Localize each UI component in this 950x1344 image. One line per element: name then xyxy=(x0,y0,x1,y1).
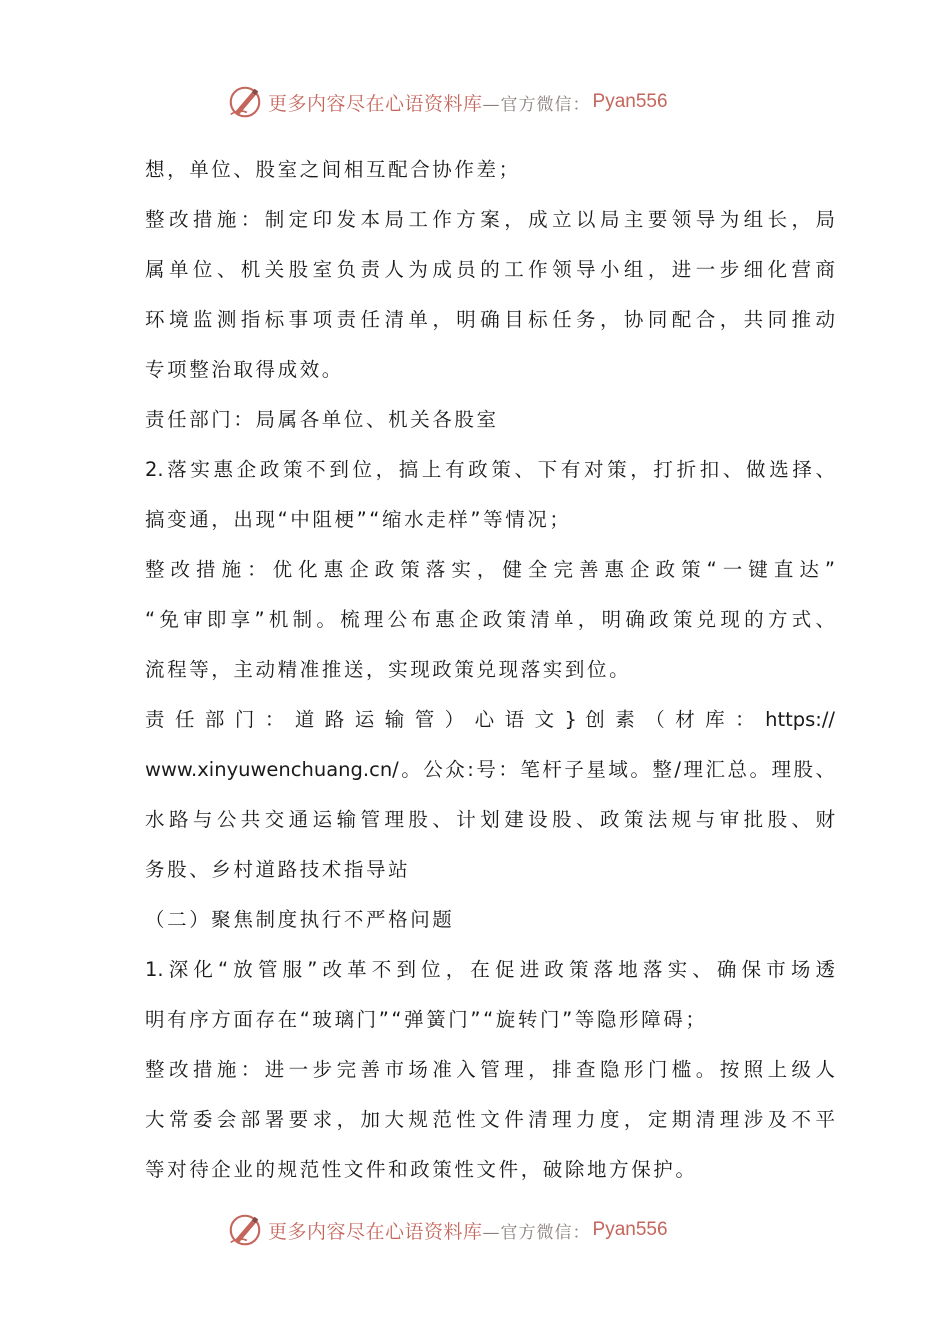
banner-wechat-id: Pyan556 xyxy=(592,1219,668,1240)
text-line: 整改措施：优化惠企政策落实，健全完善惠企政策“一键直达” xyxy=(145,558,835,581)
text-line: 1.深化“放管服”改革不到位，在促进政策落地落实、确保市场透 xyxy=(145,958,835,981)
text-line: 想，单位、股室之间相互配合协作差； xyxy=(145,158,521,181)
pen-logo-icon xyxy=(226,1211,264,1249)
text-line: 搞变通，出现“中阻梗”“缩水走样”等情况； xyxy=(145,508,572,531)
banner-dash-text: —官方微信： xyxy=(482,94,591,115)
text-line: 整改措施：制定印发本局工作方案，成立以局主要领导为组长，局 xyxy=(145,208,835,231)
text-line: 等对待企业的规范性文件和政策性文件，破除地方保护。 xyxy=(145,1158,698,1181)
text-line: 专项整治取得成效。 xyxy=(145,358,344,381)
section-heading: （二）聚焦制度执行不严格问题 xyxy=(145,908,455,931)
text-line: www.xinyuwenchuang.cn/。公众:号：笔杆子星域。整/理汇总。理股、 xyxy=(145,758,835,781)
text-line: 整改措施：进一步完善市场准入管理，排查隐形门槛。按照上级人 xyxy=(145,1058,835,1081)
document-body xyxy=(145,150,835,1200)
header-banner xyxy=(226,82,668,122)
text-line: 责 任 部 门 ： 道 路 运 输 管 ） 心 语 文 } 创 素 （ 材 库 ： https:// xyxy=(145,708,835,731)
text-line: 明有序方面存在“玻璃门”“弹簧门”“旋转门”等隐形障碍； xyxy=(145,1008,708,1031)
text-line: 务股、乡村道路技术指导站 xyxy=(145,858,411,881)
text-line: 水路与公共交通运输管理股、计划建设股、政策法规与审批股、财 xyxy=(145,808,835,831)
banner-wechat-id: Pyan556 xyxy=(592,91,668,112)
banner-brand-text: 更多内容尽在心语资料库 xyxy=(268,92,483,115)
banner-dash-text: —官方微信： xyxy=(482,1222,591,1243)
text-line: 环境监测指标事项责任清单，明确目标任务，协同配合，共同推动 xyxy=(145,308,835,331)
text-line: 流程等，主动精准推送，实现政策兑现落实到位。 xyxy=(145,658,632,681)
pen-logo-icon xyxy=(226,83,264,121)
text-line: 大常委会部署要求，加大规范性文件清理力度，定期清理涉及不平 xyxy=(145,1108,835,1131)
text-line: 2.落实惠企政策不到位，搞上有政策、下有对策，打折扣、做选择、 xyxy=(145,458,835,481)
text-line: 责任部门：局属各单位、机关各股室 xyxy=(145,408,499,431)
banner-brand-text: 更多内容尽在心语资料库 xyxy=(268,1220,483,1243)
footer-banner xyxy=(226,1210,668,1250)
text-line: 属单位、机关股室负责人为成员的工作领导小组，进一步细化营商 xyxy=(145,258,835,281)
text-line: “免审即享”机制。梳理公布惠企政策清单，明确政策兑现的方式、 xyxy=(145,608,835,631)
